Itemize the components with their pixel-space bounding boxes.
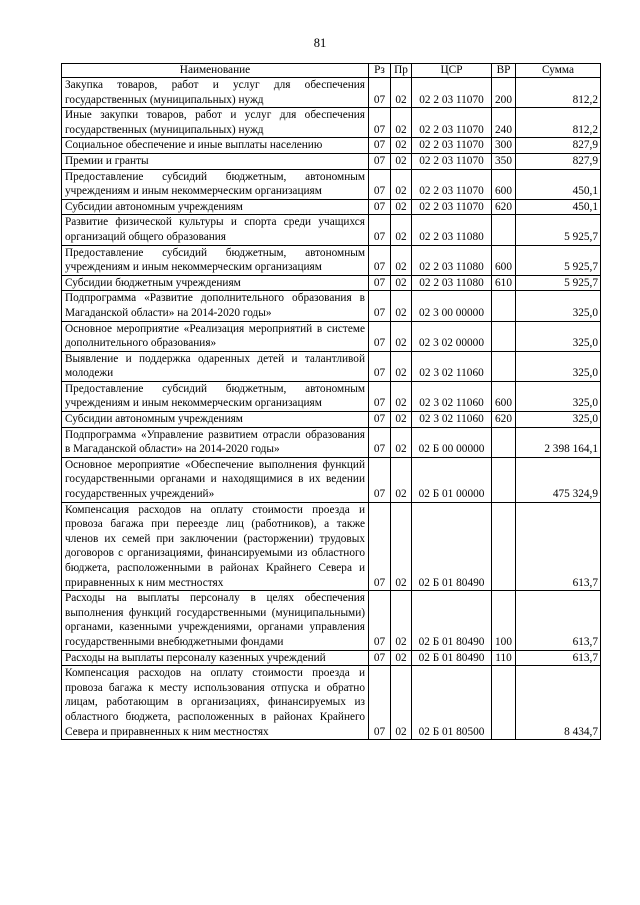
cell-csr: 02 2 03 11070 [412, 138, 492, 154]
cell-csr: 02 2 03 11070 [412, 169, 492, 199]
cell-name: Предоставление субсидий бюджетным, автономным учреждениям и иным некоммерческим организациям [62, 245, 369, 275]
cell-sum: 812,2 [516, 108, 601, 138]
cell-sum: 325,0 [516, 351, 601, 381]
cell-sum: 827,9 [516, 153, 601, 169]
table-row [62, 108, 601, 138]
cell-rz: 07 [369, 215, 391, 245]
cell-vr [492, 351, 516, 381]
cell-pr: 02 [391, 321, 412, 351]
cell-name: Компенсация расходов на оплату стоимости проезда и провоза багажа к месту использования отпуска и обратно лицам, работающим в организациях, финансируемых из областного бюджета, расположенных в районах Крайнего Севера и приравненных к ним местностях [62, 666, 369, 740]
budget-table [61, 63, 601, 740]
cell-vr [492, 502, 516, 591]
cell-pr: 02 [391, 650, 412, 666]
cell-sum: 812,2 [516, 78, 601, 108]
cell-csr: 02 2 03 11070 [412, 199, 492, 215]
cell-vr [492, 321, 516, 351]
cell-pr: 02 [391, 381, 412, 411]
header-pr: Пр [391, 64, 412, 78]
cell-csr: 02 3 02 11060 [412, 351, 492, 381]
cell-name: Компенсация расходов на оплату стоимости проезда и провоза багажа при переезде лиц (работников), а также членов их семей при заключении (расторжении) трудовых договоров с организациями, финансируемыми из областного бюджета, расположенными в районах Крайнего Севера и приравненных к ним местностях [62, 502, 369, 591]
table-row [62, 78, 601, 108]
cell-pr: 02 [391, 291, 412, 321]
cell-pr: 02 [391, 245, 412, 275]
table-row [62, 321, 601, 351]
cell-csr: 02 Б 01 80490 [412, 650, 492, 666]
cell-name: Подпрограмма «Развитие дополнительного образования в Магаданской области» на 2014-2020 годы» [62, 291, 369, 321]
cell-pr: 02 [391, 457, 412, 502]
cell-vr: 620 [492, 412, 516, 428]
cell-vr: 610 [492, 275, 516, 291]
cell-vr [492, 457, 516, 502]
cell-csr: 02 3 02 00000 [412, 321, 492, 351]
table-row [62, 215, 601, 245]
cell-sum: 613,7 [516, 502, 601, 591]
header-name: Наименование [62, 64, 369, 78]
cell-pr: 02 [391, 502, 412, 591]
cell-rz: 07 [369, 245, 391, 275]
cell-csr: 02 Б 00 00000 [412, 427, 492, 457]
cell-csr: 02 Б 01 80500 [412, 666, 492, 740]
table-row [62, 275, 601, 291]
table-row [62, 138, 601, 154]
cell-rz: 07 [369, 138, 391, 154]
cell-rz: 07 [369, 199, 391, 215]
cell-rz: 07 [369, 666, 391, 740]
cell-vr: 200 [492, 78, 516, 108]
cell-csr: 02 3 00 00000 [412, 291, 492, 321]
cell-rz: 07 [369, 275, 391, 291]
cell-name: Социальное обеспечение и иные выплаты населению [62, 138, 369, 154]
cell-rz: 07 [369, 321, 391, 351]
cell-csr: 02 2 03 11080 [412, 215, 492, 245]
table-row [62, 199, 601, 215]
table-row [62, 457, 601, 502]
cell-pr: 02 [391, 78, 412, 108]
table-row [62, 169, 601, 199]
cell-rz: 07 [369, 457, 391, 502]
cell-vr: 350 [492, 153, 516, 169]
cell-sum: 325,0 [516, 412, 601, 428]
cell-pr: 02 [391, 412, 412, 428]
cell-vr: 600 [492, 169, 516, 199]
cell-csr: 02 Б 01 00000 [412, 457, 492, 502]
header-sum: Сумма [516, 64, 601, 78]
cell-sum: 450,1 [516, 199, 601, 215]
cell-pr: 02 [391, 215, 412, 245]
cell-csr: 02 2 03 11070 [412, 153, 492, 169]
cell-rz: 07 [369, 412, 391, 428]
cell-rz: 07 [369, 153, 391, 169]
cell-sum: 613,7 [516, 591, 601, 650]
table-row [62, 153, 601, 169]
header-rz: Рз [369, 64, 391, 78]
cell-rz: 07 [369, 78, 391, 108]
cell-name: Расходы на выплаты персоналу казенных учреждений [62, 650, 369, 666]
cell-sum: 325,0 [516, 291, 601, 321]
table-row [62, 412, 601, 428]
cell-sum: 5 925,7 [516, 275, 601, 291]
cell-rz: 07 [369, 427, 391, 457]
cell-rz: 07 [369, 381, 391, 411]
cell-vr: 620 [492, 199, 516, 215]
cell-pr: 02 [391, 199, 412, 215]
cell-csr: 02 2 03 11080 [412, 275, 492, 291]
cell-name: Субсидии автономным учреждениям [62, 199, 369, 215]
cell-vr [492, 427, 516, 457]
cell-vr: 100 [492, 591, 516, 650]
cell-name: Премии и гранты [62, 153, 369, 169]
table-header-row [62, 64, 601, 78]
page-number: 81 [313, 36, 327, 50]
cell-name: Основное мероприятие «Реализация мероприятий в системе дополнительного образования» [62, 321, 369, 351]
cell-sum: 613,7 [516, 650, 601, 666]
cell-vr: 110 [492, 650, 516, 666]
cell-pr: 02 [391, 275, 412, 291]
cell-name: Субсидии бюджетным учреждениям [62, 275, 369, 291]
table-row [62, 502, 601, 591]
cell-name: Развитие физической культуры и спорта среди учащихся организаций общего образования [62, 215, 369, 245]
cell-csr: 02 Б 01 80490 [412, 502, 492, 591]
cell-name: Подпрограмма «Управление развитием отрасли образования в Магаданской области» на 2014-2020 годы» [62, 427, 369, 457]
cell-vr [492, 666, 516, 740]
cell-sum: 325,0 [516, 321, 601, 351]
cell-csr: 02 Б 01 80490 [412, 591, 492, 650]
cell-vr: 240 [492, 108, 516, 138]
cell-vr [492, 291, 516, 321]
cell-csr: 02 3 02 11060 [412, 381, 492, 411]
cell-name: Субсидии автономным учреждениям [62, 412, 369, 428]
cell-pr: 02 [391, 138, 412, 154]
table-row [62, 427, 601, 457]
table-row [62, 245, 601, 275]
cell-csr: 02 2 03 11080 [412, 245, 492, 275]
cell-vr: 600 [492, 245, 516, 275]
cell-pr: 02 [391, 153, 412, 169]
cell-pr: 02 [391, 591, 412, 650]
cell-rz: 07 [369, 351, 391, 381]
cell-pr: 02 [391, 108, 412, 138]
cell-rz: 07 [369, 291, 391, 321]
cell-name: Основное мероприятие «Обеспечение выполнения функций государственными органами и находящимися в их ведении государственных учреждений» [62, 457, 369, 502]
cell-sum: 2 398 164,1 [516, 427, 601, 457]
header-csr: ЦСР [412, 64, 492, 78]
cell-vr: 600 [492, 381, 516, 411]
table-row [62, 381, 601, 411]
cell-name: Выявление и поддержка одаренных детей и талантливой молодежи [62, 351, 369, 381]
cell-csr: 02 3 02 11060 [412, 412, 492, 428]
cell-sum: 450,1 [516, 169, 601, 199]
cell-sum: 475 324,9 [516, 457, 601, 502]
cell-pr: 02 [391, 427, 412, 457]
cell-rz: 07 [369, 591, 391, 650]
cell-pr: 02 [391, 666, 412, 740]
cell-name: Предоставление субсидий бюджетным, автономным учреждениям и иным некоммерческим организациям [62, 381, 369, 411]
cell-name: Закупка товаров, работ и услуг для обеспечения государственных (муниципальных) нужд [62, 78, 369, 108]
table-row [62, 591, 601, 650]
table-row [62, 650, 601, 666]
cell-pr: 02 [391, 169, 412, 199]
cell-rz: 07 [369, 169, 391, 199]
cell-name: Иные закупки товаров, работ и услуг для обеспечения государственных (муниципальных) нужд [62, 108, 369, 138]
cell-sum: 5 925,7 [516, 245, 601, 275]
cell-name: Расходы на выплаты персоналу в целях обеспечения выполнения функций государственными (муниципальными) органами, казенными учреждениями, органами управления государственными внебюджетными фондами [62, 591, 369, 650]
table-row [62, 351, 601, 381]
cell-sum: 8 434,7 [516, 666, 601, 740]
cell-rz: 07 [369, 108, 391, 138]
cell-sum: 5 925,7 [516, 215, 601, 245]
table-row [62, 291, 601, 321]
table-row [62, 666, 601, 740]
cell-csr: 02 2 03 11070 [412, 108, 492, 138]
header-vr: ВР [492, 64, 516, 78]
cell-name: Предоставление субсидий бюджетным, автономным учреждениям и иным некоммерческим организациям [62, 169, 369, 199]
cell-rz: 07 [369, 502, 391, 591]
cell-vr: 300 [492, 138, 516, 154]
cell-vr [492, 215, 516, 245]
cell-rz: 07 [369, 650, 391, 666]
cell-csr: 02 2 03 11070 [412, 78, 492, 108]
cell-pr: 02 [391, 351, 412, 381]
cell-sum: 827,9 [516, 138, 601, 154]
cell-sum: 325,0 [516, 381, 601, 411]
